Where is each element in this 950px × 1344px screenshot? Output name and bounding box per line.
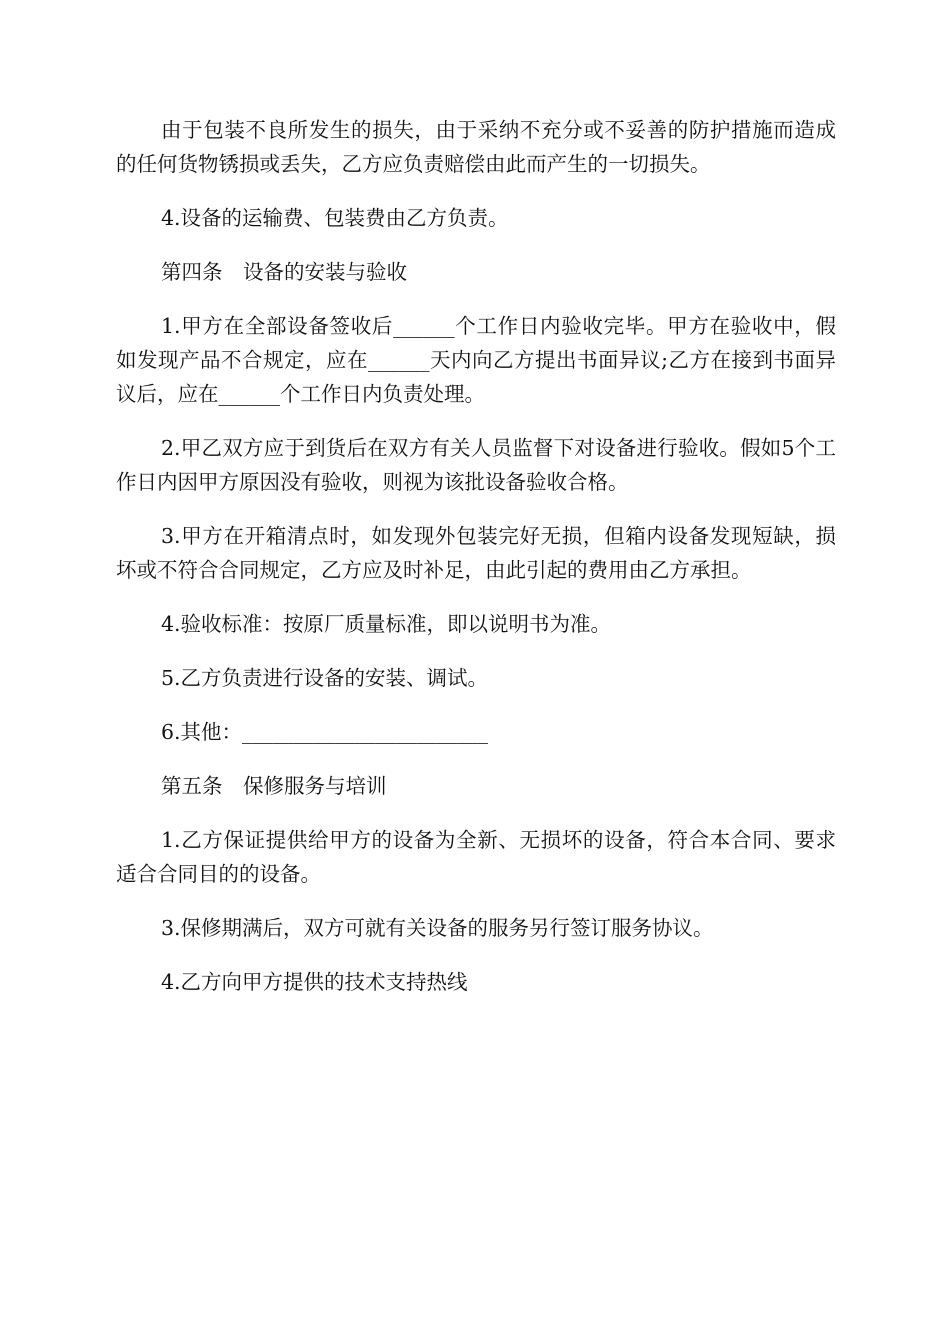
article-five-heading: 第五条 保修服务与培训 xyxy=(161,774,387,798)
paragraph-transport-fees: 4.设备的运输费、包装费由乙方负责。 xyxy=(161,206,509,230)
paragraph-other: 6.其他：________________________ xyxy=(161,720,489,744)
paragraph-joint-inspection: 2.甲乙双方应于到货后在双方有关人员监督下对设备进行验收。假如5个工作日内因甲方原因没有验收，则视为该批设备验收合格。 xyxy=(116,436,836,494)
paragraph-installation: 5.乙方负责进行设备的安装、调试。 xyxy=(161,666,489,690)
article-four-heading: 第四条 设备的安装与验收 xyxy=(161,260,407,284)
paragraph-acceptance-period: 1.甲方在全部设备签收后______个工作日内验收完毕。甲方在验收中，假如发现产品不合规定，应在______天内向乙方提出书面异议;乙方在接到书面异议后，应在______个工作日内负责处理。 xyxy=(116,314,836,406)
paragraph-acceptance-standard: 4.验收标准：按原厂质量标准，即以说明书为准。 xyxy=(161,612,612,636)
paragraph-new-equipment: 1.乙方保证提供给甲方的设备为全新、无损坏的设备，符合本合同、要求适合合同目的的设备。 xyxy=(116,828,836,886)
paragraph-service-agreement: 3.保修期满后，双方可就有关设备的服务另行签订服务协议。 xyxy=(161,916,714,940)
document-body xyxy=(116,113,836,1019)
paragraph-packaging-loss: 由于包装不良所发生的损失，由于采纳不充分或不妥善的防护措施而造成的任何货物锈损或丢失，乙方应负责赔偿由此而产生的一切损失。 xyxy=(116,118,836,176)
paragraph-support-hotline: 4.乙方向甲方提供的技术支持热线 xyxy=(161,970,468,994)
paragraph-unpacking-check: 3.甲方在开箱清点时，如发现外包装完好无损，但箱内设备发现短缺，损坏或不符合合同规定，乙方应及时补足，由此引起的费用由乙方承担。 xyxy=(116,524,836,582)
